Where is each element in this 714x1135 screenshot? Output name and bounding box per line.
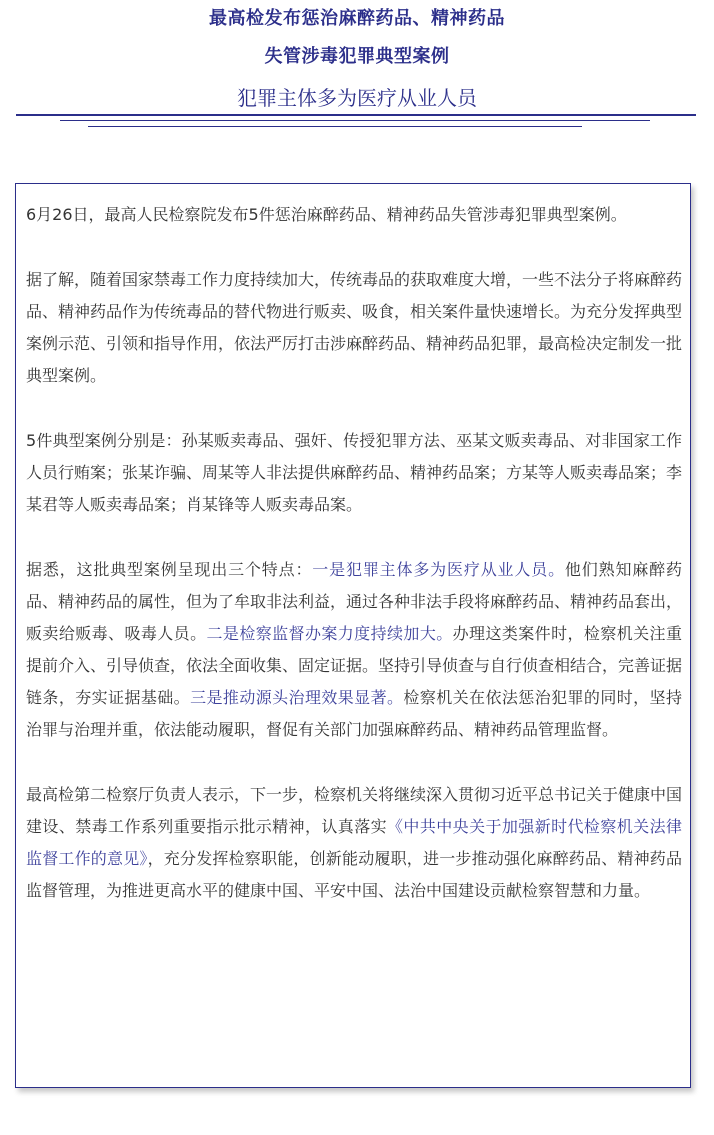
feature-highlight-1: 一是犯罪主体多为医疗从业人员。: [312, 560, 565, 579]
article-body: [26, 199, 682, 940]
article-card: [15, 183, 691, 1088]
headline-line-1: 最高检发布惩治麻醉药品、精神药品: [209, 8, 505, 29]
header-divider-middle: [60, 120, 650, 121]
paragraph-4-text-2: 办理这类案件时，检察机关注重提前介入、引导侦查，依法全面收集、固定证据。坚持引导侦查与自行侦查相结合，完善证据链条，夯实证据基础。: [26, 624, 683, 707]
paragraph-4: [26, 554, 682, 746]
subheadline: 犯罪主体多为医疗从业人员: [237, 86, 477, 110]
paragraph-4-text-1: 他们熟知麻醉药品、精神药品的属性，但为了牟取非法利益，通过各种非法手段将麻醉药品、精神药品套出，贩卖给贩毒、吸毒人员。: [26, 560, 683, 643]
feature-highlight-3: 三是推动源头治理效果显著。: [190, 688, 404, 707]
paragraph-2: 据了解，随着国家禁毒工作力度持续加大，传统毒品的获取难度大增，一些不法分子将麻醉药品、精神药品作为传统毒品的替代物进行贩卖、吸食，相关案件量快速增长。为充分发挥典型案例示范、引领和指导作用，依法严厉打击涉麻醉药品、精神药品犯罪，最高检决定制发一批典型案例。: [26, 270, 683, 385]
paragraph-5-text-1: 最高检第二检察厅负责人表示，下一步，检察机关将继续深入贯彻习近平总书记关于健康中国建设、禁毒工作系列重要指示批示精神，认真落实: [26, 785, 683, 836]
paragraph-5-text-2: ，充分发挥检察职能，创新能动履职，进一步推动强化麻醉药品、精神药品监督管理，为推进更高水平的健康中国、平安中国、法治中国建设贡献检察智慧和力量。: [26, 849, 682, 900]
headline-line-2: 失管涉毒犯罪典型案例: [264, 46, 450, 67]
paragraph-4-intro: 据悉，这批典型案例呈现出三个特点：: [26, 560, 313, 579]
paragraph-5: [26, 779, 682, 907]
paragraph-4-text-3: 检察机关在依法惩治犯罪的同时，坚持治罪与治理并重，依法能动履职，督促有关部门加强麻醉药品、精神药品管理监督。: [26, 688, 682, 739]
document-title-highlight: 《中共中央关于加强新时代检察机关法律监督工作的意见》: [26, 817, 682, 868]
paragraph-1: 6月26日，最高人民检察院发布5件惩治麻醉药品、精神药品失管涉毒犯罪典型案例。: [26, 205, 627, 224]
header-divider-top: [16, 114, 696, 116]
feature-highlight-2: 二是检察监督办案力度持续加大。: [206, 624, 453, 643]
paragraph-3: 5件典型案例分别是：孙某贩卖毒品、强奸、传授犯罪方法、巫某文贩卖毒品、对非国家工作人员行贿案；张某诈骗、周某等人非法提供麻醉药品、精神药品案；方某等人贩卖毒品案；李某君等人贩卖毒品案；肖某锋等人贩卖毒品案。: [26, 431, 683, 514]
header-divider-bottom: [88, 126, 582, 127]
